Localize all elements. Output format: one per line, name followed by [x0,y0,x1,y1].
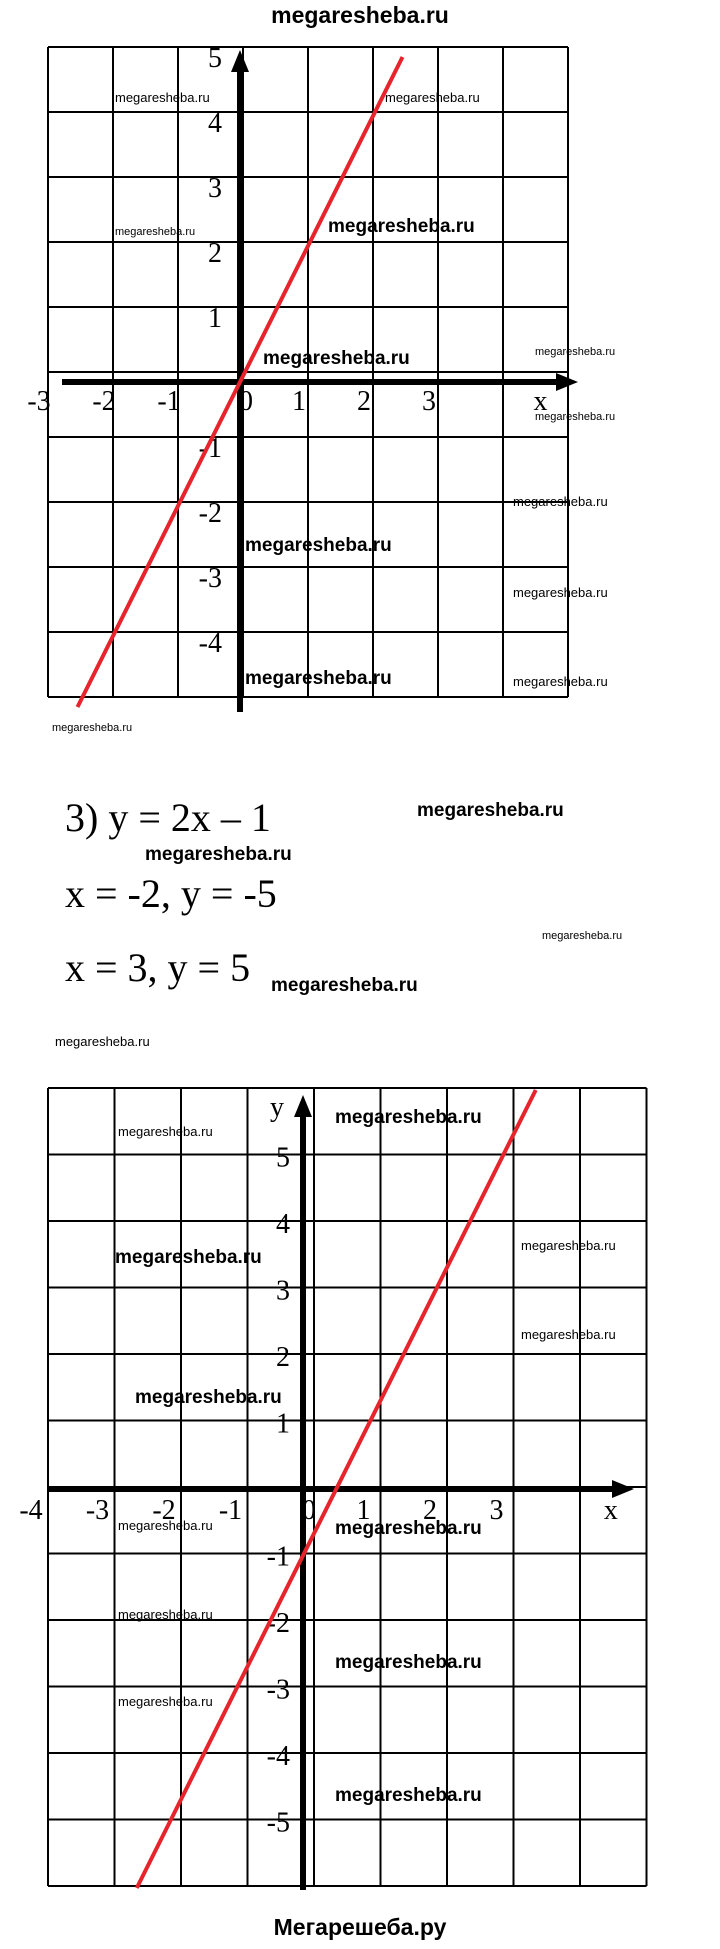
watermark: megaresheba.ru [118,1694,213,1709]
site-title: megaresheba.ru [271,2,449,28]
watermark: megaresheba.ru [271,975,418,996]
x-tick-label: 0 [239,386,253,417]
y-tick-label: -1 [198,433,222,464]
watermark: megaresheba.ru [328,216,475,237]
watermark: megaresheba.ru [263,348,410,369]
x-tick-label: -3 [85,1495,110,1526]
y-tick-label: 5 [208,43,222,74]
x-tick-label: -1 [218,1495,243,1526]
x-axis-label: x [533,386,548,417]
x-tick-label: 3 [489,1495,504,1526]
watermark: megaresheba.ru [535,346,616,358]
equation-heading: 3) y = 2x – 1 [65,795,271,840]
y-tick-label: 4 [276,1209,290,1240]
y-tick-label: -5 [266,1807,290,1839]
watermark: megaresheba.ru [521,1327,616,1342]
watermark: megaresheba.ru [55,1034,150,1049]
footer-title: Мегарешеба.ру [273,1914,447,1940]
x-tick-label: 3 [422,386,436,417]
x-tick-label: 1 [292,386,306,417]
watermark: megaresheba.ru [118,1518,213,1533]
watermark: megaresheba.ru [335,1652,482,1673]
x-axis-label: x [603,1495,618,1526]
y-tick-label: -3 [198,563,222,594]
y-tick-label: -3 [266,1674,290,1706]
watermark: megaresheba.ru [115,226,196,238]
watermark: megaresheba.ru [417,800,564,821]
watermark: megaresheba.ru [385,90,480,105]
point-one: x = -2, y = -5 [65,871,277,916]
watermark: megaresheba.ru [335,1518,482,1539]
x-tick-label: 2 [423,1495,437,1526]
y-tick-label: -4 [266,1741,290,1772]
watermark: megaresheba.ru [118,1607,213,1622]
x-tick-label: 0 [302,1495,316,1526]
y-tick-label: 2 [276,1342,290,1373]
x-tick-label: -3 [27,386,51,417]
y-tick-label: 2 [208,238,222,269]
x-tick-label: -4 [19,1495,43,1526]
watermark: megaresheba.ru [542,930,623,942]
watermark: megaresheba.ru [135,1387,282,1408]
y-axis-label: y [270,1092,284,1123]
y-tick-label: -1 [266,1541,290,1573]
watermark: megaresheba.ru [535,411,616,423]
y-tick-label: 4 [208,108,222,139]
y-tick-label: 3 [276,1275,290,1307]
y-axis-arrow [294,1095,312,1117]
watermark: megaresheba.ru [118,1124,213,1139]
watermark: megaresheba.ru [245,535,392,556]
y-tick-label: -2 [198,498,222,529]
y-tick-label: 1 [208,303,222,334]
watermark: megaresheba.ru [52,722,133,734]
watermark: megaresheba.ru [521,1238,616,1253]
watermark: megaresheba.ru [513,585,608,600]
x-tick-label: 2 [357,386,371,417]
y-tick-label: 3 [208,173,222,204]
watermark: megaresheba.ru [245,668,392,689]
x-tick-label: -2 [152,1495,176,1526]
watermark: megaresheba.ru [115,90,210,105]
watermark: megaresheba.ru [335,1785,482,1806]
watermark: megaresheba.ru [115,1247,262,1268]
y-tick-label: 5 [276,1142,290,1174]
x-tick-label: -2 [92,386,116,417]
watermark: megaresheba.ru [513,674,608,689]
watermark: megaresheba.ru [145,844,292,865]
x-tick-label: -1 [157,386,181,417]
point-two: x = 3, y = 5 [65,945,251,990]
watermark: megaresheba.ru [513,494,608,509]
y-tick-label: -4 [198,628,222,659]
y-tick-label: 1 [276,1408,290,1440]
y-tick-label: -2 [266,1608,290,1639]
x-tick-label: 1 [356,1495,371,1526]
watermark: megaresheba.ru [335,1107,482,1128]
